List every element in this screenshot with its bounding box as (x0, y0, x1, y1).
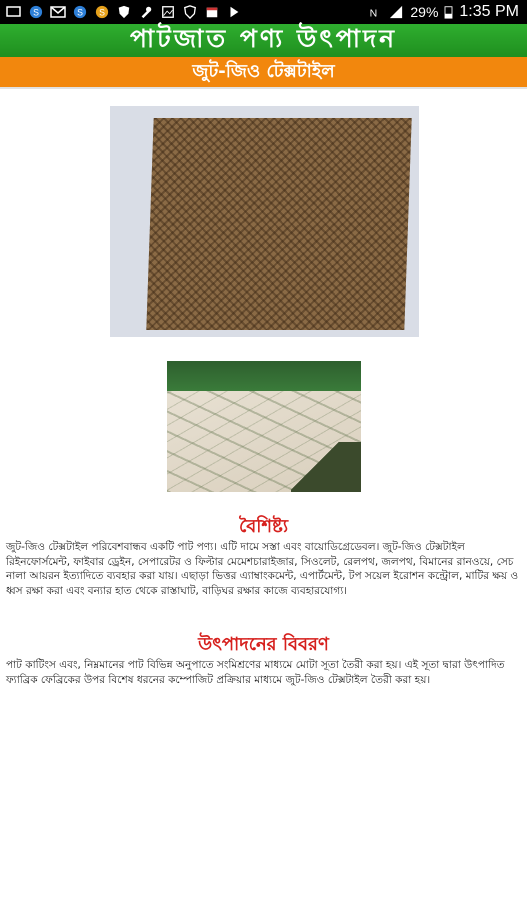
svg-text:N: N (370, 7, 378, 19)
calendar-icon (204, 5, 220, 19)
play-icon (226, 5, 242, 19)
mute-icon (366, 5, 382, 19)
sync-icon (28, 5, 44, 19)
app-title: পাটজাত পণ্য উৎপাদন (129, 24, 398, 53)
section-body-production: পাট কাটিংস এবং, নিম্নমানের পাট বিভিন্ন অনুপাতে সংমিশ্রণের মাধ্যমে মোটা সূতা তৈরী করা হয়। এই সূতা দ্বারা উৎপাদিত ফ্যাব্রিক ফেব্রিকের উপর বিশেষ ধরনের কম্পোজিট প্রক্রিয়ার মাধ্যমে জুট-জিও টেক্সটাইল তৈরী করা হয়। (6, 659, 505, 686)
shield-icon (116, 5, 132, 19)
section-heading-features: বৈশিষ্ট্য (238, 516, 289, 537)
sync-icon (94, 5, 110, 19)
image-icon (160, 5, 176, 19)
page-title-bar (0, 57, 527, 89)
battery-percent: 29% (410, 4, 439, 20)
clock: 1:35 PM (459, 3, 519, 20)
mail-icon (50, 5, 66, 19)
shield-icon (182, 5, 198, 19)
app-title-bar (0, 24, 527, 57)
slope-shadow (291, 442, 361, 492)
message-icon (6, 5, 22, 19)
section-body-features: জুট-জিও টেক্সটাইল পরিবেশবান্ধব একটি পাট পণ্য। এটি দামে সস্তা এবং বায়োডিগ্রেডেবল। জুট-জিও টেক্সটাইল রিইনফোর্সমেন্ট, ফাইবার ড্রেইন, সেপারেটর ও ফিল্টার মেমেশচারাইজার, সিওলেট, রেলপথ, জলপথ, বিমানের রানওয়ে, সেচ নালা আয়রন ইত্যাদিতে ব্যবহার করা যায়। এছাড়া ভিত্তর এ্যাম্বাংকমেন্ট, এপার্টমেন্ট, টপ সয়েল ইরোশন কন্ট্রোল, মাটির ক্ষয় ও ধ্বস রক্ষা করা এবং বন্যার হাত থেকে রাস্তাঘাট, বাড়িঘর রক্ষার কাজে ব্যবহারযোগ্য। (6, 541, 519, 597)
svg-text:S: S (77, 7, 83, 18)
sync-icon (72, 5, 88, 19)
fabric-texture (146, 118, 411, 330)
svg-text:S: S (99, 7, 105, 18)
jute-geotextile-fabric-image (110, 106, 419, 337)
battery-icon (444, 5, 453, 19)
geotextile-slope-image (167, 361, 361, 492)
notification-icons (0, 5, 242, 19)
svg-text:S: S (33, 7, 39, 18)
tree-line (167, 361, 361, 391)
section-heading-production: উৎপাদনের বিবরণ (198, 634, 329, 655)
page-title: জুট-জিও টেক্সটাইল (192, 60, 335, 82)
wrench-icon (138, 5, 154, 19)
signal-icon (388, 5, 404, 19)
